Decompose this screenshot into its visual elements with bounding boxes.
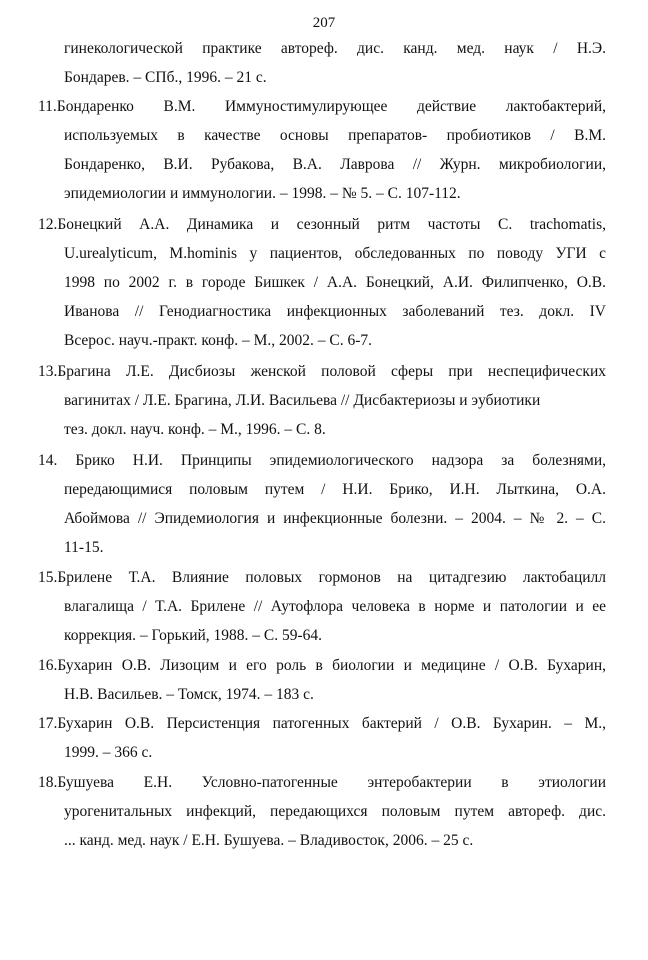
reference-line: передающимися половым путем / Н.И. Брико, И.Н. Лыткина, О.А. [64,481,606,498]
reference-line: 12.Бонецкий А.А. Динамика и сезонный ритм частоты C. trachomatis, [38,216,606,233]
reference-line: Бондаренко, В.И. Рубакова, В.А. Лаврова // Журн. микробиологии, [64,156,606,173]
reference-line: вагинитах / Л.Е. Брагина, Л.И. Васильева // Дисбактериозы и эубиотики [64,392,541,409]
reference-line: Н.В. Васильев. – Томск, 1974. – 183 с. [64,686,314,703]
reference-line: используемых в качестве основы препаратов- пробиотиков / В.М. [64,127,606,144]
reference-line: 18.Бушуева Е.Н. Условно-патогенные энтеробактерии в этиологии [38,774,606,791]
reference-line: 15.Брилене Т.А. Влияние половых гормонов на цитадгезию лактобацилл [38,569,606,586]
reference-line: 11.Бондаренко В.М. Иммуностимулирующее действие лактобактерий, [38,98,606,115]
reference-line: влагалища / Т.А. Брилене // Аутофлора человека в норме и патологии и ее [64,598,606,615]
reference-line: гинекологической практике автореф. дис. канд. мед. наук / Н.Э. [64,40,606,57]
reference-line: 1999. – 366 с. [64,744,153,761]
reference-line: тез. докл. науч. конф. – М., 1996. – С. 8. [64,421,326,438]
reference-line: Абоймова // Эпидемиология и инфекционные болезни. – 2004. – № 2. – С. [64,510,606,527]
reference-line: эпидемиологии и иммунологии. – 1998. – № 5. – С. 107-112. [64,185,461,202]
reference-line: U.urealyticum, M.hominis у пациентов, обследованных по поводу УГИ с [64,245,606,262]
reference-line: урогенитальных инфекций, передающихся половым путем автореф. дис. [64,803,606,820]
reference-line: 17.Бухарин О.В. Персистенция патогенных бактерий / О.В. Бухарин. – М., [38,715,606,732]
reference-line: Бондарев. – СПб., 1996. – 21 с. [64,69,267,86]
reference-line: Иванова // Генодиагностика инфекционных заболеваний тез. докл. IV [64,303,606,320]
reference-line: коррекция. – Горький, 1988. – С. 59-64. [64,627,323,644]
reference-line: Всерос. науч.-практ. конф. – М., 2002. – С. 6-7. [64,332,372,349]
reference-line: ... канд. мед. наук / Е.Н. Бушуева. – Владивосток, 2006. – 25 с. [64,832,474,849]
reference-line: 14. Брико Н.И. Принципы эпидемиологического надзора за болезнями, [38,452,606,469]
reference-line: 13.Брагина Л.Е. Дисбиозы женской половой сферы при неспецифических [38,363,606,380]
reference-line: 16.Бухарин О.В. Лизоцим и его роль в биологии и медицине / О.В. Бухарин, [38,657,606,674]
reference-line: 11-15. [64,539,104,556]
reference-line: 1998 по 2002 г. в городе Бишкек / А.А. Бонецкий, А.И. Филипченко, О.В. [64,274,606,291]
page-number: 207 [312,15,336,31]
